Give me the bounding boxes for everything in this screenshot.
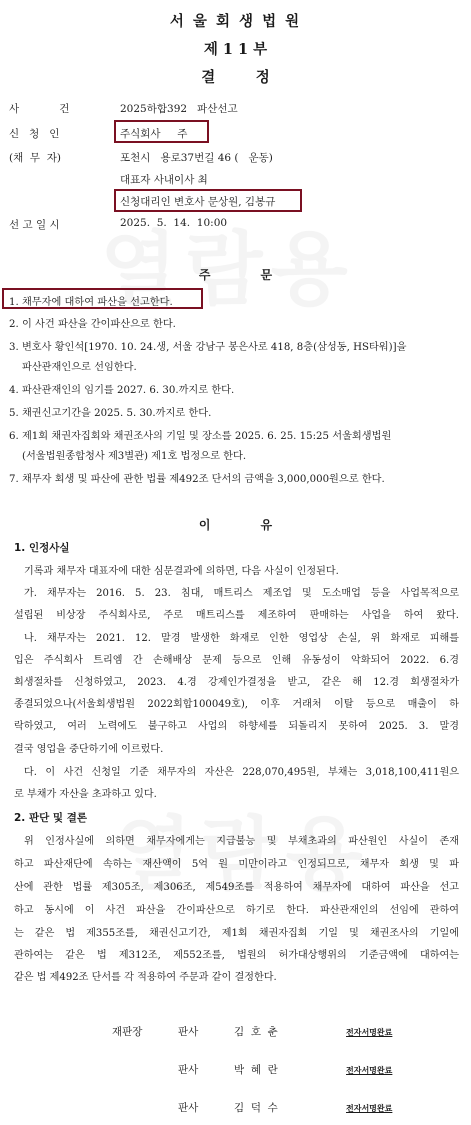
value-applicant: 주식회사 주 [120, 128, 188, 140]
label-date: 선 고 일 시 [9, 219, 60, 231]
signature-role: 재판장 [112, 1026, 143, 1038]
order-item-2: 2. 이 사건 파산을 간이파산으로 한다. [9, 319, 176, 330]
sec2-line: 위 인정사실에 의하면 채무자에게는 지급불능 및 부채초과의 파산원인 사실이 존재 [24, 836, 459, 847]
sec1-line: 종결되었으나(서울회생법원 2022회합100049호), 이후 거래처 이탈 등으로 매출이 하 [14, 699, 459, 710]
esign-stamp: 전자서명완료 [346, 1028, 393, 1037]
label-applicant: 신 청 인 [9, 128, 60, 140]
sec1-line: 나. 채무자는 2021. 12. 말경 발생한 화재로 인한 영업상 손실, 위 화재로 피해를 [24, 633, 459, 644]
sec1-line: 입은 주식회사 트리엠 간 손해배상 문제 등으로 인해 유동성이 악화되어 2022. 6.경 [14, 655, 459, 666]
court-name: 서 울 회 생 법 원 [169, 13, 302, 30]
signature-name: 박 혜 란 [234, 1064, 278, 1076]
sec2-line: 하고 파산재단에 속하는 재산액이 5억 원 미만이라고 인정되므로, 채무자 회생 및 파 [14, 859, 459, 870]
sec1-line: 결국 영업을 중단하기에 이르렀다. [14, 744, 164, 755]
esign-stamp: 전자서명완료 [346, 1066, 393, 1075]
value-date: 2025. 5. 14. 10:00 [120, 217, 228, 229]
signature-title: 판사 [178, 1064, 199, 1076]
sec2-line: 같은 법 제492조 단서를 각 적용하여 주문과 같이 결정한다. [14, 972, 277, 983]
order-item-6: 6. 제1회 채권자집회와 채권조사의 기일 및 장소를 2025. 6. 25. 15:25 서울회생법원 [9, 431, 392, 442]
signature-title: 판사 [178, 1026, 199, 1038]
sec1-line: 기록과 채무자 대표자에 대한 심문결과에 의하면, 다음 사실이 인정된다. [24, 566, 339, 577]
value-representative: 대표자 사내이사 최 [120, 174, 208, 186]
sec1-line: 회생절차를 신청하였고, 2023. 4.경 강제인가결정을 받고, 같은 해 12.경 회생절차가 [14, 677, 459, 688]
sec1-line: 로 부채가 자산을 초과하고 있다. [14, 789, 157, 800]
value-case: 2025하합392 파산선고 [120, 103, 238, 115]
signature-name: 김 호 춘 [234, 1026, 278, 1038]
order-item-7: 7. 채무자 회생 및 파산에 관한 법률 제492조 단서의 금액을 3,000,000원으로 한다. [9, 474, 385, 485]
label-case: 사 건 [9, 103, 70, 115]
order-item-3: 3. 변호사 황인석[1970. 10. 24.생, 서울 강남구 봉은사로 418, 8층(삼성동, HS타워)]을 [9, 342, 407, 353]
label-debtor: (채 무 자) [9, 152, 61, 164]
value-attorney: 신청대리인 변호사 문상원, 김봉규 [120, 196, 276, 208]
division: 제 1 1 부 [203, 41, 268, 58]
signature-name: 김 덕 수 [234, 1102, 278, 1114]
order-item-1: 1. 채무자에 대하여 파산을 선고한다. [9, 297, 173, 308]
esign-stamp: 전자서명완료 [346, 1104, 393, 1113]
document-type: 결 정 [201, 69, 270, 86]
order-item-3-cont: 파산관재인으로 선임한다. [22, 362, 137, 373]
value-debtor-address: 포천시 용로37번길 46 ( 운동) [120, 152, 273, 164]
sec2-line: 관하여는 같은 법 제312조, 제552조를, 법원의 허가대상행위의 기준금액에 대하여는 [14, 950, 459, 961]
sec1-line: 다. 이 사건 신청일 기준 채무자의 자산은 228,070,495원, 부채는 3,018,100,411원으 [24, 767, 459, 778]
reasons-heading: 이 유 [198, 518, 273, 532]
order-item-6-cont: (서울법원종합청사 제3별관) 제1호 법정으로 한다. [22, 451, 247, 462]
sec1-line: 락하였고, 여러 노력에도 불구하고 사업의 하향세를 되돌리지 못하여 2025. 3. 말경 [14, 721, 459, 732]
order-heading: 주 문 [198, 268, 273, 282]
sec1-line: 가. 채무자는 2016. 5. 23. 침대, 매트리스 제조업 및 도소매업 등을 사업목적으로 [24, 588, 459, 599]
sec2-line: 산에 관한 법률 제305조, 제306조, 제549조를 적용하여 채무자에 대하여 파산을 선고 [14, 882, 459, 893]
sec1-line: 설립된 비상장 주식회사로, 주로 매트리스를 제조하여 판매하는 사업을 하여 왔다. [14, 610, 459, 621]
order-item-4: 4. 파산관재인의 임기를 2027. 6. 30.까지로 한다. [9, 385, 235, 396]
section-1-title: 1. 인정사실 [14, 542, 70, 554]
signature-title: 판사 [178, 1102, 199, 1114]
sec2-line: 하고 동시에 이 사건 파산을 간이파산으로 하기로 한다. 파산관재인의 선임에 관하여 [14, 905, 459, 916]
order-item-5: 5. 채권신고기간을 2025. 5. 30.까지로 한다. [9, 408, 212, 419]
section-2-title: 2. 판단 및 결론 [14, 812, 87, 824]
sec2-line: 는 같은 법 제355조를, 채권신고기간, 제1회 채권자집회 기일 및 채권조사의 기일에 [14, 928, 459, 939]
